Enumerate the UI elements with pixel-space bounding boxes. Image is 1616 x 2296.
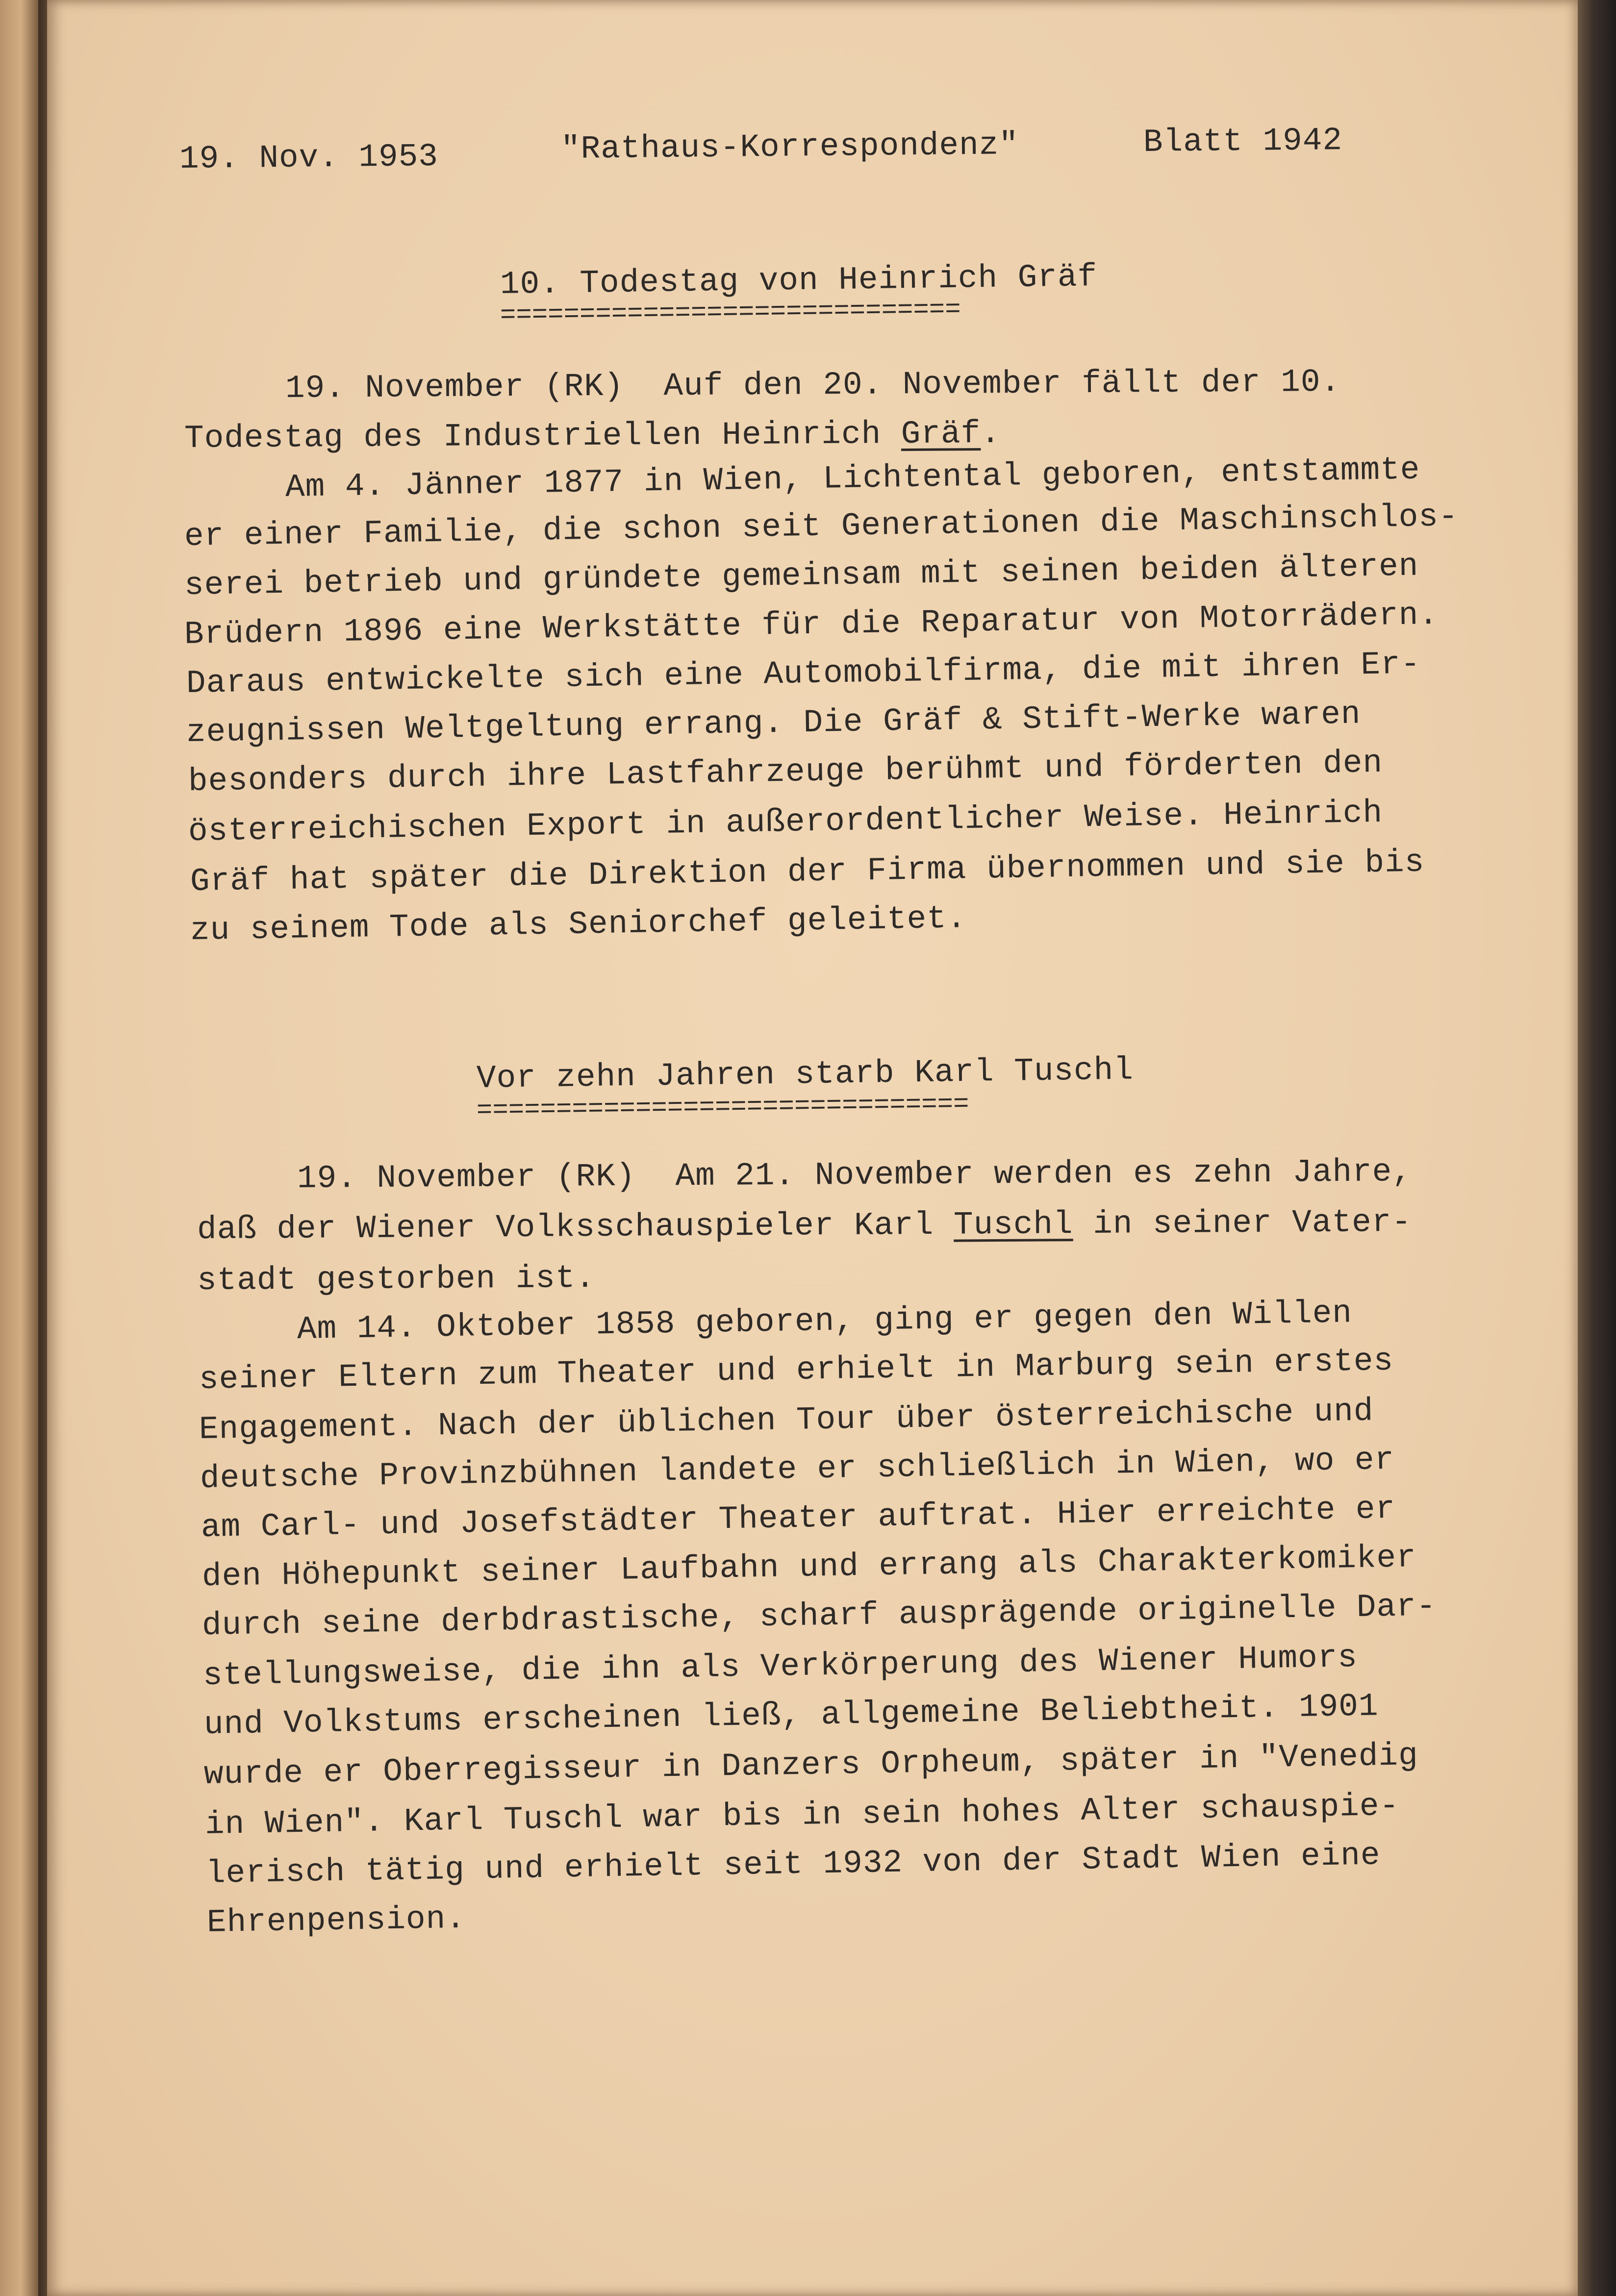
header-publication: "Rathaus-Korrespondenz" bbox=[560, 126, 1019, 168]
article2-line: und Volkstums erscheinen ließ, allgemeine Beliebtheit. 1901 bbox=[203, 1688, 1379, 1743]
article2-name-underlined: Tuschl bbox=[953, 1206, 1073, 1244]
article2-line: daß der Wiener Volksschauspieler Karl Tuschl in seiner Vater- bbox=[197, 1203, 1412, 1248]
article1-line: zu seinem Tode als Seniorchef geleitet. bbox=[190, 900, 967, 949]
article2-line: Am 14. Oktober 1858 geboren, ging er gegen den Willen bbox=[297, 1295, 1353, 1348]
article1-line: Gräf hat später die Direktion der Firma übernommen und sie bis bbox=[190, 844, 1425, 900]
article2-line: den Höhepunkt seiner Laufbahn und errang als Charakterkomiker bbox=[202, 1539, 1417, 1595]
article2-line: deutsche Provinzbühnen landete er schließlich in Wien, wo er bbox=[200, 1441, 1395, 1497]
article1-line: Daraus entwickelte sich eine Automobilfirma, die mit ihren Er- bbox=[186, 646, 1421, 702]
adjacent-page-edge bbox=[0, 0, 38, 2296]
book-gutter bbox=[38, 0, 48, 2296]
article1-title-rule: ============================= bbox=[500, 295, 961, 331]
article2-line: Ehrenpension. bbox=[206, 1900, 466, 1941]
page-stack-edge bbox=[1578, 0, 1616, 2296]
article2-title: Vor zehn Jahren starb Karl Tuschl bbox=[476, 1051, 1134, 1097]
article1-line: Am 4. Jänner 1877 in Wien, Lichtental geboren, entstammte bbox=[285, 451, 1420, 506]
article1-line: zeugnissen Weltgeltung errang. Die Gräf & Stift-Werke waren bbox=[186, 696, 1362, 751]
article1-line: Todestag des Industriellen Heinrich Gräf. bbox=[184, 415, 1001, 457]
header-sheet-number: Blatt 1942 bbox=[1143, 122, 1343, 161]
article2-line: wurde er Oberregisseur in Danzers Orpheum, später in "Venedig bbox=[203, 1737, 1419, 1793]
article2-title-rule: =============================== bbox=[476, 1089, 969, 1126]
article1-line: er einer Familie, die schon seit Generationen die Maschinschlos- bbox=[184, 498, 1459, 555]
article2-line: stadt gestorben ist. bbox=[197, 1260, 596, 1299]
header-date: 19. Nov. 1953 bbox=[179, 138, 439, 177]
article2-line: durch seine derbdrastische, scharf ausprägende originelle Dar- bbox=[202, 1588, 1437, 1644]
article2-line: Engagement. Nach der üblichen Tour über österreichische und bbox=[199, 1393, 1374, 1448]
article2-line: am Carl- und Josefstädter Theater auftrat. Hier erreichte er bbox=[201, 1490, 1396, 1546]
article2-line: 19. November (RK) Am 21. November werden es zehn Jahre, bbox=[297, 1153, 1413, 1197]
article1-name-underlined: Gräf bbox=[901, 415, 981, 453]
article2-line: lerisch tätig und erhielt seit 1932 von der Stadt Wien eine bbox=[205, 1837, 1381, 1892]
article1-line: Brüdern 1896 eine Werkstätte für die Reparatur von Motorrädern. bbox=[184, 596, 1439, 653]
article2-line: in Wien". Karl Tuschl war bis in sein hohes Alter schauspie- bbox=[204, 1787, 1400, 1843]
typewritten-page bbox=[47, 0, 1578, 2296]
article2-line: seiner Eltern zum Theater und erhielt in Marburg sein erstes bbox=[199, 1342, 1394, 1398]
article1-title: 10. Todestag von Heinrich Gräf bbox=[500, 258, 1098, 303]
article1-line: besonders durch ihre Lastfahrzeuge berühmt und förderten den bbox=[188, 744, 1383, 800]
article1-line: serei betrieb und gründete gemeinsam mit seinen beiden älteren bbox=[184, 548, 1419, 604]
article1-line: 19. November (RK) Auf den 20. November fällt der 10. bbox=[285, 363, 1341, 407]
article2-line: stellungsweise, die ihn als Verkörperung des Wiener Humors bbox=[202, 1639, 1358, 1694]
article1-line: österreichischen Export in außerordentlicher Weise. Heinrich bbox=[188, 794, 1383, 850]
